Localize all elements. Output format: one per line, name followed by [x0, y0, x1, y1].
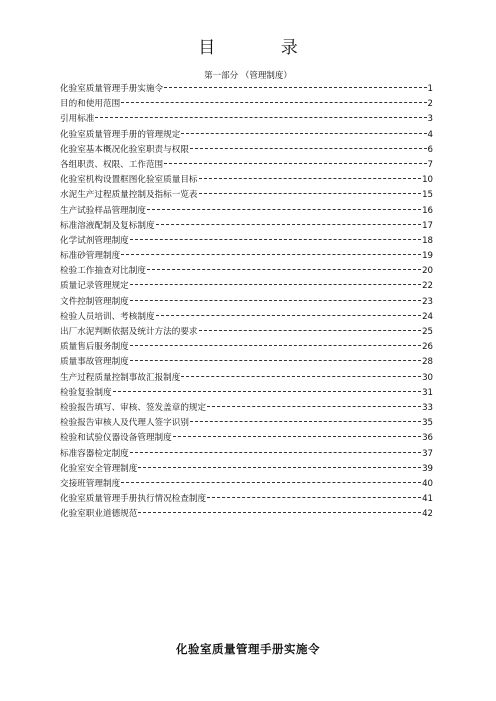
toc-entry-page: 18: [422, 235, 433, 246]
toc-entry-title: 生产试验样品管理制度: [60, 205, 146, 216]
toc-entry-title: 质量记录管理规定: [60, 281, 129, 292]
toc-entry-page: 30: [422, 372, 433, 383]
toc-entry[interactable]: [60, 82, 433, 97]
toc-leader-line: [130, 451, 421, 453]
toc-entry[interactable]: [60, 371, 433, 386]
toc-leader-line: [130, 283, 421, 285]
toc-leader-line: [164, 86, 426, 88]
toc-entry-page: 25: [422, 327, 433, 337]
toc-leader-line: [130, 359, 421, 361]
toc-entry-page: 35: [422, 418, 433, 429]
toc-entry-page: 3: [427, 114, 433, 125]
toc-entry-title: 检验工作抽查对比制度: [60, 266, 146, 277]
toc-entry-title: 化验室安全管理制度: [60, 463, 138, 474]
toc-entry-title: 检验报告审核人及代理人签字识别: [60, 418, 189, 429]
toc-entry-page: 10: [422, 175, 433, 186]
toc-leader-line: [207, 405, 421, 407]
toc-entry-page: 26: [422, 342, 433, 353]
toc-leader-line: [173, 435, 421, 437]
toc-leader-line: [121, 101, 426, 103]
toc-entry[interactable]: [60, 401, 433, 416]
toc-entry-title: 出厂水泥判断依据及统计方法的要求: [60, 327, 198, 337]
toc-entry-page: 4: [427, 129, 433, 140]
toc-entry-page: 40: [422, 478, 433, 489]
toc-entry-title: 引用标准: [60, 114, 95, 125]
toc-entry[interactable]: [60, 204, 433, 219]
toc-entry-title: 目的和使用范围: [60, 99, 121, 110]
toc-entry-page: 22: [422, 281, 433, 292]
toc-leader-line: [190, 420, 421, 422]
toc-leader-line: [138, 511, 421, 513]
toc-entry[interactable]: [60, 97, 433, 112]
toc-entry[interactable]: [60, 219, 433, 234]
toc-entry[interactable]: [60, 143, 433, 158]
toc-leader-line: [156, 314, 422, 316]
toc-leader-line: [147, 268, 421, 270]
toc-entry-title: 检验复验制度: [60, 387, 112, 398]
toc-entry-page: 41: [422, 494, 433, 505]
toc-entry[interactable]: [60, 158, 433, 173]
toc-entry-title: 化学试剂管理制度: [60, 235, 129, 246]
toc-entry-page: 16: [422, 205, 433, 216]
toc-entry-title: 化验室机构设置框图化验室质量目标: [60, 175, 198, 186]
section-heading: 化验室质量管理手册实施令: [176, 642, 320, 656]
toc-entry-page: 15: [422, 190, 433, 201]
toc-leader-line: [130, 299, 421, 301]
toc-entry-page: 19: [422, 251, 433, 262]
toc-entry-title: 文件控制管理制度: [60, 296, 129, 307]
toc-entry[interactable]: [60, 431, 433, 446]
toc-entry-page: 17: [422, 220, 433, 231]
toc-entry-page: 2: [427, 99, 433, 110]
toc-leader-line: [199, 177, 422, 179]
toc-leader-line: [121, 481, 421, 483]
toc-entry-page: 23: [422, 296, 433, 307]
toc-entry-title: 标准砂管理制度: [60, 251, 121, 262]
toc-entry-page: 20: [422, 266, 433, 277]
part-heading: 第一部分 （管理制度）: [204, 71, 292, 81]
toc-leader-line: [190, 147, 427, 149]
toc-entry[interactable]: [60, 447, 433, 462]
toc-entry[interactable]: [60, 355, 433, 370]
toc-leader-line: [199, 192, 422, 194]
toc-entry-title: 检验人员培训、考核制度: [60, 311, 155, 322]
toc-entry-title: 水泥生产过程质量控制及指标一览表: [60, 190, 198, 201]
toc-entry[interactable]: [60, 249, 433, 264]
toc-entry-title: 化验室职业道德规范: [60, 509, 138, 520]
toc-entry-page: 42: [422, 509, 433, 520]
toc-entry[interactable]: [60, 416, 433, 431]
toc-entry[interactable]: [60, 128, 433, 143]
toc-entry[interactable]: [60, 507, 433, 522]
toc-leader-line: [138, 466, 421, 468]
toc-entry-title: 标准溶液配制及复标制度: [60, 220, 155, 231]
toc-entry-title: 检验报告填写、审核、签发盖章的规定: [60, 402, 207, 413]
toc-entry[interactable]: [60, 386, 433, 401]
toc-entry-title: 质量事故管理制度: [60, 357, 129, 368]
toc-entry[interactable]: [60, 279, 433, 294]
toc-leader-line: [181, 132, 426, 134]
toc-entry-page: 37: [422, 448, 433, 459]
toc-entry[interactable]: [60, 173, 433, 188]
toc-entry[interactable]: [60, 264, 433, 279]
toc-entry-title: 各组职责、权限、工作范围: [60, 159, 164, 170]
toc-entry-title: 检验和试验仪器设备管理制度: [60, 433, 172, 444]
toc-entry-page: 6: [427, 144, 433, 155]
toc-leader-line: [207, 496, 421, 498]
toc-entry[interactable]: [60, 477, 433, 492]
toc-entry-title: 标准容器检定制度: [60, 448, 129, 459]
toc-entry-page: 31: [422, 387, 433, 398]
toc-entry-page: 39: [422, 463, 433, 474]
toc-entry-title: 化验室质量管理手册实施令: [60, 84, 164, 94]
toc-entry-page: 24: [422, 311, 433, 322]
toc-entry[interactable]: [60, 234, 433, 249]
toc-entry[interactable]: [60, 492, 433, 507]
toc-entry[interactable]: [60, 462, 433, 477]
toc-leader-line: [130, 238, 421, 240]
page-title: 目 录: [198, 38, 328, 58]
toc-leader-line: [164, 162, 426, 164]
toc-entry[interactable]: [60, 325, 433, 340]
toc-leader-line: [156, 223, 422, 225]
toc-entry-title: 化验室质量管理手册的管理规定: [60, 129, 181, 140]
toc-entry-page: 28: [422, 357, 433, 368]
toc-entry[interactable]: [60, 340, 433, 355]
table-of-contents: [60, 82, 433, 522]
toc-entry-title: 化验室基本概况化验室职责与权限: [60, 144, 189, 155]
toc-entry-title: 化验室质量管理手册执行情况检查制度: [60, 494, 207, 505]
toc-entry[interactable]: [60, 310, 433, 325]
toc-entry[interactable]: [60, 188, 433, 203]
toc-entry-title: 交接班管理制度: [60, 478, 121, 489]
toc-entry[interactable]: [60, 295, 433, 310]
toc-entry-title: 质量售后服务制度: [60, 342, 129, 353]
toc-leader-line: [147, 208, 421, 210]
toc-entry-page: 33: [422, 402, 433, 413]
toc-leader-line: [95, 116, 426, 118]
toc-entry-title: 生产过程质量控制事故汇报制度: [60, 372, 181, 383]
toc-entry-page: 1: [427, 84, 433, 94]
toc-leader-line: [113, 390, 421, 392]
toc-leader-line: [121, 253, 421, 255]
toc-entry-page: 36: [422, 433, 433, 444]
toc-leader-line: [130, 344, 421, 346]
toc-leader-line: [199, 329, 422, 331]
toc-entry-page: 7: [427, 159, 433, 170]
toc-leader-line: [181, 375, 421, 377]
toc-entry[interactable]: [60, 112, 433, 127]
